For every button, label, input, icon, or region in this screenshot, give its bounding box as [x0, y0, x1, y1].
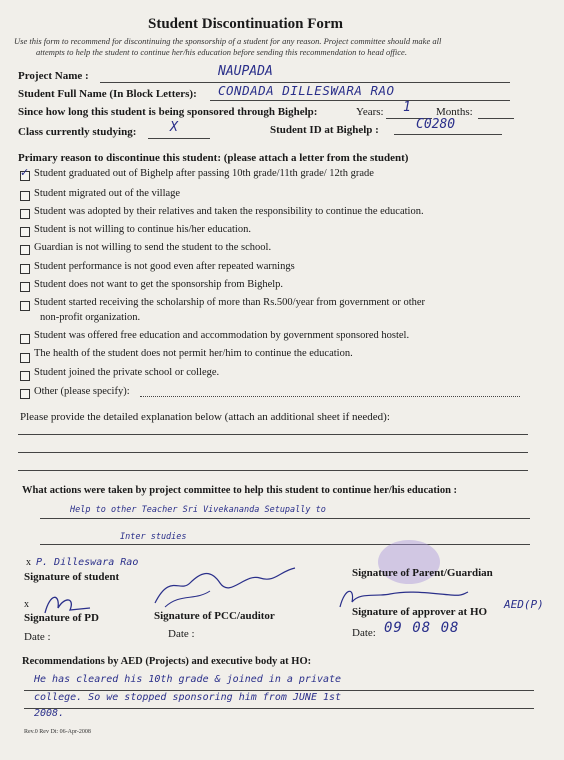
student-signature-label: Signature of student [24, 571, 120, 583]
reason-label-no-sponsorship: Student does not want to get the sponsorship from Bighelp. [34, 279, 284, 290]
reason-checkbox-private-school[interactable] [20, 371, 30, 381]
reason-label-adopted: Student was adopted by their relatives and taken the responsibility to continue the education. [34, 206, 424, 217]
student-id-label: Student ID at Bighelp : [270, 124, 379, 136]
approver-note: AED(P) [504, 598, 544, 611]
explanation-line-3[interactable] [18, 470, 528, 471]
reason-checkbox-scholarship[interactable] [20, 301, 30, 311]
pd-signature-label: Signature of PD [24, 612, 99, 624]
reason-checkbox-other[interactable] [20, 389, 30, 399]
reason-label-migrated: Student migrated out of the village [34, 188, 181, 199]
class-line [148, 138, 210, 139]
reasons-heading: Primary reason to discontinue this student: (please attach a letter from the student) [18, 152, 409, 164]
reason-label-scholarship: Student started receiving the scholarship of more than Rs.500/year from government or other [34, 297, 426, 308]
pcc-signature-label: Signature of PCC/auditor [154, 610, 275, 622]
recommendation-rule-2 [24, 708, 534, 709]
reason-label-not-willing: Student is not willing to continue his/her education. [34, 224, 251, 235]
form-revision-footer: Rev.0 Rev Dt: 06-Apr-2008 [24, 729, 91, 735]
student-id-value[interactable]: C0280 [416, 117, 456, 132]
explanation-heading: Please provide the detailed explanation below (attach an additional sheet if needed): [20, 411, 390, 423]
pcc-signature-mark [150, 563, 300, 611]
reason-checkbox-graduated[interactable] [20, 171, 30, 181]
reason-label-other: Other (please specify): [34, 386, 130, 397]
reason-checkbox-migrated[interactable] [20, 191, 30, 201]
actions-text-line2[interactable]: Inter studies [120, 532, 187, 542]
reason-label-performance: Student performance is not good even after repeated warnings [34, 261, 295, 272]
months-line [478, 118, 514, 119]
class-value[interactable]: X [170, 120, 178, 135]
actions-text-line1[interactable]: Help to other Teacher Sri Vivekananda Setupally to [70, 505, 326, 515]
reason-label-hostel: Student was offered free education and accommodation by government sponsored hostel. [34, 330, 410, 341]
student-id-line [394, 134, 502, 135]
explanation-line-2[interactable] [18, 452, 528, 453]
actions-line-1 [40, 518, 530, 519]
years-label: Years: [356, 106, 384, 118]
student-signature-x-mark: x [26, 557, 31, 568]
intro-text-line2: attempts to help the student to continue her/his education before sending this recommendation to head office. [36, 47, 407, 57]
recommendation-line1[interactable]: He has cleared his 10th grade & joined in a private [34, 674, 342, 685]
months-label: Months: [436, 106, 473, 118]
approver-signature-label: Signature of approver at HO [352, 606, 488, 618]
pd-date-label: Date : [24, 631, 51, 643]
project-name-label: Project Name : [18, 70, 89, 82]
student-name-line [210, 100, 510, 101]
reason-checkbox-adopted[interactable] [20, 209, 30, 219]
reason-checkbox-hostel[interactable] [20, 334, 30, 344]
recommendation-line2[interactable]: college. So we stopped sponsoring him from JUNE 1st [34, 692, 342, 703]
years-value[interactable]: 1 [403, 100, 411, 115]
parent-signature-label: Signature of Parent/Guardian [352, 567, 493, 579]
approver-date-value[interactable]: 09 08 08 [384, 620, 460, 636]
actions-line-2 [40, 544, 530, 545]
reason-label-guardian: Guardian is not willing to send the student to the school. [34, 242, 272, 253]
reason-label-graduated: Student graduated out of Bighelp after passing 10th grade/11th grade/ 12th grade [34, 168, 374, 179]
reason-label-private-school: Student joined the private school or college. [34, 367, 220, 378]
explanation-line-1[interactable] [18, 434, 528, 435]
reason-checkbox-not-willing[interactable] [20, 227, 30, 237]
reason-label-scholarship-cont: non-profit organization. [40, 312, 141, 323]
reason-checkbox-no-sponsorship[interactable] [20, 282, 30, 292]
recommendation-rule-1 [24, 690, 534, 691]
approver-date-label: Date: [352, 627, 376, 639]
reason-checkbox-health[interactable] [20, 353, 30, 363]
intro-text-line1: Use this form to recommend for discontinuing the sponsorship of a student for any reason. Project committee should make all [14, 36, 442, 46]
sponsorship-duration-label: Since how long this student is being sponsored through Bighelp: [18, 106, 318, 118]
recommendations-heading: Recommendations by AED (Projects) and executive body at HO: [22, 656, 312, 667]
pd-x-mark: x [24, 599, 29, 610]
class-label: Class currently studying: [18, 126, 137, 138]
student-name-label: Student Full Name (In Block Letters): [18, 88, 197, 100]
student-name-value[interactable]: CONDADA DILLESWARA RAO [218, 83, 395, 98]
student-signature-handwriting: P. Dilleswara Rao [36, 557, 139, 568]
reason-label-health: The health of the student does not permit her/him to continue the education. [34, 348, 353, 359]
project-name-value[interactable]: NAUPADA [218, 64, 273, 79]
recommendation-line3[interactable]: 2008. [34, 708, 65, 719]
reason-checkbox-performance[interactable] [20, 264, 30, 274]
actions-heading: What actions were taken by project committee to help this student to continue her/his education : [22, 485, 458, 496]
reason-checkbox-guardian[interactable] [20, 245, 30, 255]
pcc-date-label: Date : [168, 628, 195, 640]
form-title: Student Discontinuation Form [148, 16, 344, 32]
other-reason-line[interactable] [140, 396, 520, 397]
